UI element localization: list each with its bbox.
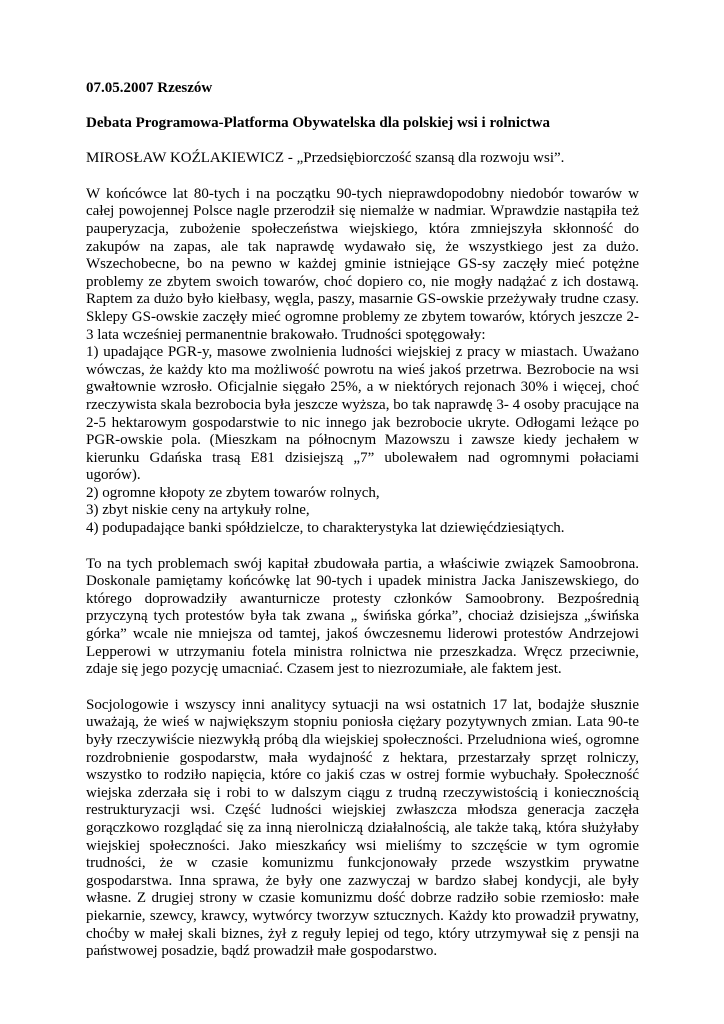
paragraph-3: Socjologowie i wszyscy inni analitycy sytuacji na wsi ostatnich 17 lat, bodajże słusznie uważają, że wieś w największym stopniu poniosła ciężary pozytywnych zmian. Lata 90-te były rzeczywiście niezwykłą próbą dla wiejskiej społeczności. Przeludniona wieś, ogromne rozdrobnienie gospodarstw, mała wydajność z hektara, przestarzały sprzęt rolniczy, wszystko to rodziło napięcia, które co jakiś czas w ostrej formie wybuchały. Społeczność wiejska zderzała się i robi to w dalszym ciągu z trudną rzeczywistością i koniecznością restrukturyzacji wsi. Część ludności wiejskiej zwłaszcza młodsza generacja zaczęła gorączkowo rozglądać się za inną nierolniczą działalnością, ale także taką, która służyłaby wiejskiej społeczności. Jako mieszkańcy wsi mieliśmy to szczęście w tym ogromie trudności, że w czasie komunizmu funkcjonowały przede wszystkim prywatne gospodarstwa. Inna sprawa, że były one zazwyczaj w bardzo słabej kondycji, ale były własne. Z drugiej strony w czasie komunizmu dość dobrze radziło sobie rzemiosło: małe piekarnie, szewcy, krawcy, wytwórcy tworzyw sztucznych. Każdy kto prowadził prywatny, choćby w małej skali biznes, żył z reguły lepiej od tego, który utrzymywał się z pensji na państwowej posadzie, bądź prowadził małe gospodarstwo. (86, 696, 639, 960)
list-item-2: 2) ogromne kłopoty ze zbytem towarów rolnych, (86, 484, 380, 501)
section-intro (86, 186, 639, 538)
list-item-4: 4) podupadające banki spółdzielcze, to charakterystyka lat dziewięćdziesiątych. (86, 520, 565, 537)
document-page (86, 80, 639, 961)
document-author-line: MIROSŁAW KOŹLAKIEWICZ - „Przedsiębiorczość szansą dla rozwoju wsi”. (86, 150, 565, 167)
document-date-place: 07.05.2007 Rzeszów (86, 80, 213, 96)
document-title: Debata Programowa-Platforma Obywatelska dla polskiej wsi i rolnictwa (86, 114, 550, 131)
paragraph-2: To na tych problemach swój kapitał zbudowała partia, a właściwie związek Samoobrona. Doskonale pamiętamy końcówkę lat 90-tych i upadek ministra Jacka Janiszewskiego, do którego doprowadziły awanturnicze protesty członków Samoobrony. Bezpośrednią przyczyną tych protestów była tak zwana „ świńska górka”, chociaż dzisiejsza „świńska górka” wcale nie mniejsza od tamtej, jakoś ówczesnemu liderowi protestów Andrzejowi Lepperowi w utrzymaniu fotela ministra rolnictwa nie przeszkadza. Wręcz przeciwnie, zdaje się jego pozycję umacniać. Czasem jest to niezrozumiałe, ale faktem jest. (86, 555, 639, 678)
list-item-3: 3) zbyt niskie ceny na artykuły rolne, (86, 502, 310, 519)
paragraph-1: W końcówce lat 80-tych i na początku 90-tych nieprawdopodobny niedobór towarów w całej powojennej Polsce nagle przerodził się niemalże w nadmiar. Wprawdzie nastąpiła też pauperyzacja, zubożenie społeczeństwa wiejskiego, która zmniejszyła skłonność do zakupów na zapas, ale tak naprawdę wydawało się, że wszystkiego jest za dużo. Wszechobecne, bo na pewno w każdej gminie istniejące GS-sy zaczęły mieć potężne problemy ze zbytem swoich towarów, choć dopiero co, nie mogły nadążać z ich dostawą. Raptem za dużo było kiełbasy, węgla, paszy, masarnie GS-owskie przeżywały trudne czasy. Sklepy GS-owskie zaczęły mieć ogromne problemy ze zbytem towarów, których jeszcze 2-3 lata wcześniej permanentnie brakowało. Trudności spotęgowały: (86, 185, 639, 343)
list-item-1: 1) upadające PGR-y, masowe zwolnienia ludności wiejskiej z pracy w miastach. Uważano wówczas, że każdy kto ma możliwość powrotu na wieś jakoś przetrwa. Bezrobocie na wsi gwałtownie wzrosło. Oficjalnie sięgało 25%, a w niektórych rejonach 30% i więcej, choć rzeczywista skala bezrobocia była jeszcze wyższa, bo tak naprawdę 3- 4 osoby pracujące na 2-5 hektarowym gospodarstwie to nic innego jak bezrobocie ukryte. Odłogami leżące po PGR-owskie pola. (Mieszkam na północnym Mazowszu i zawsze kiedy jechałem w kierunku Gdańska trasą E81 dzisiejszą „7” ubolewałem nad ogromnymi połaciami ugorów). (86, 344, 639, 484)
